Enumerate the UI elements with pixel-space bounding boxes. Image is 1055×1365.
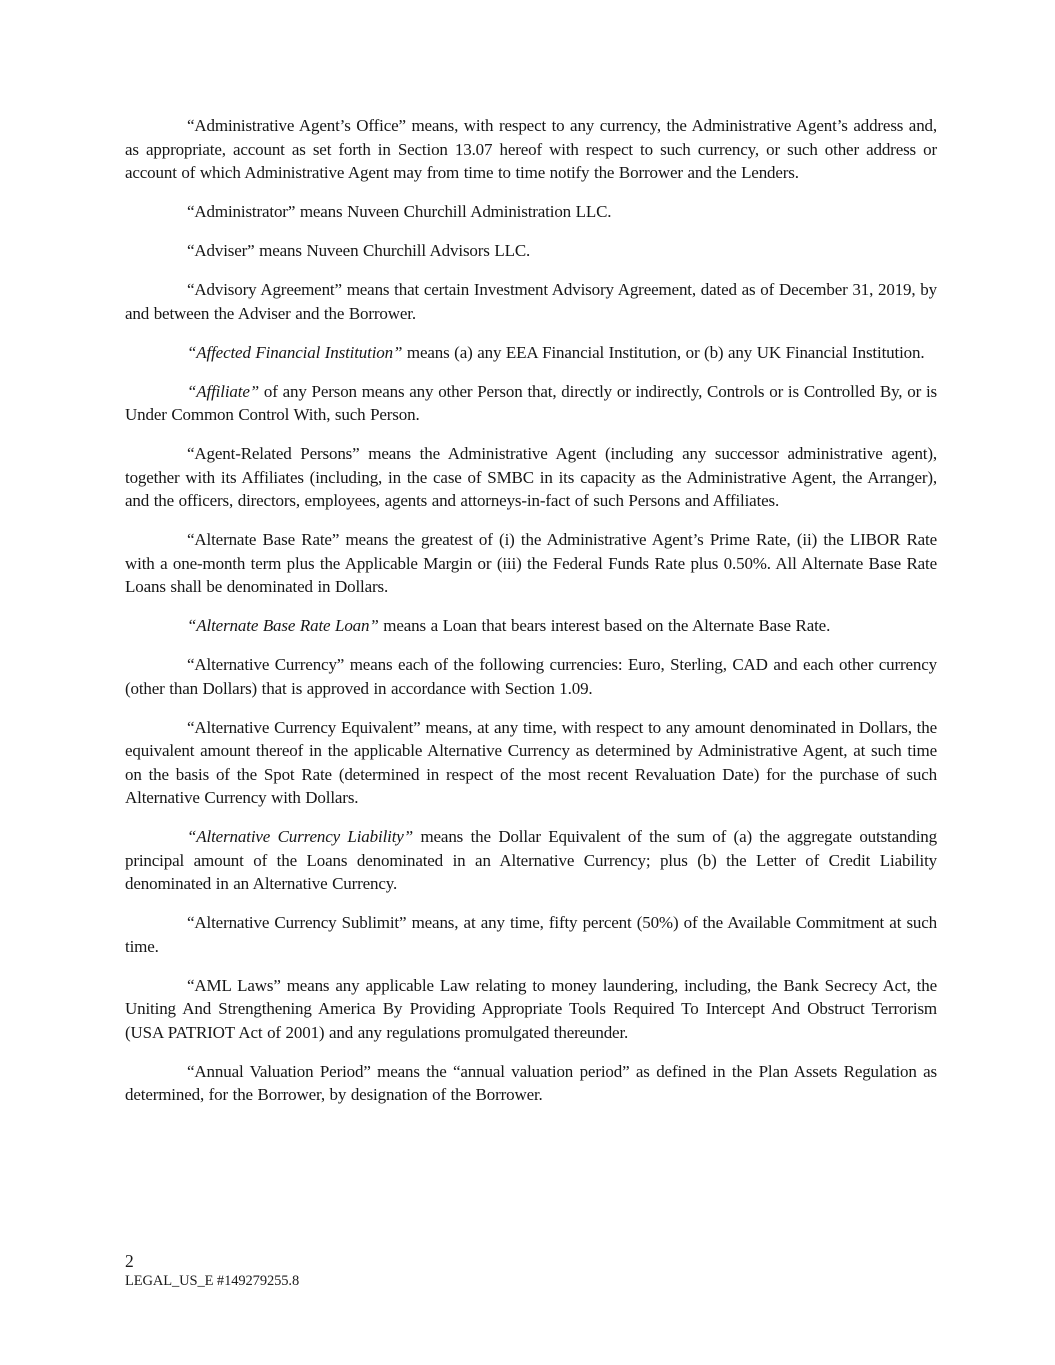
definition-body: means the Dollar Equivalent of the sum of (a) the aggregate outstanding principal amount of the Loans denominated in an Alternative Currency; plus (b) the Letter of Credit Liability denominated in an Alternative Currency. [125,827,937,893]
definition-paragraph [125,114,937,185]
defined-term: “AML Laws” [187,975,281,995]
defined-term: “Administrator” [187,202,296,221]
definition-paragraph [125,614,937,638]
definition-paragraph [125,442,937,513]
defined-term: “Alternative Currency Equivalent” [187,717,421,737]
defined-term: “Administrative Agent’s Office” [187,116,406,135]
definition-body: means, at any time, fifty percent (50%) of the Available Commitment at such time. [125,913,938,956]
definition-paragraph [125,911,937,958]
defined-term: “Alternative Currency Liability” [187,827,414,846]
definition-body: means the Administrative Agent (including any successor administrative agent), together with its Affiliates (including, in the case of SMBC in its capacity as the Administrative Agent, the Arranger), and the officers, directors, employees, agents and attorneys-in-fact of such Persons and Affiliates. [125,444,937,510]
definition-paragraph [125,278,937,325]
definition-body: means, with respect to any currency, the Administrative Agent’s address and, as appropriate, account as set forth in Section 13.07 hereof with respect to such currency, or such other address or account of which Administrative Agent may from time to time notify the Borrower and the Lenders. [125,116,938,182]
definition-paragraph [125,239,937,263]
defined-term: “Advisory Agreement” [187,280,342,299]
definitions-list [125,114,937,1122]
definition-body: means, at any time, with respect to any amount denominated in Dollars, the equivalent amount thereof in the applicable Alternative Currency as determined by Administrative Agent, at such time on the basis of the Spot Rate (determined in respect of the most recent Revaluation Date) for the purchase of such Alternative Currency with Dollars. [125,717,938,807]
defined-term: “Affiliate” [187,381,260,401]
definition-body: of any Person means any other Person that, directly or indirectly, Controls or is Controlled By, or is Under Common Control With, such Person. [125,381,937,424]
definition-body: means the “annual valuation period” as defined in the Plan Assets Regulation as determined, for the Borrower, by designation of the Borrower. [125,1061,938,1104]
defined-term: “Annual Valuation Period” [187,1061,371,1081]
definition-body: means each of the following currencies: Euro, Sterling, CAD and each other currency (other than Dollars) that is approved in accordance with Section 1.09. [125,655,937,698]
definition-paragraph [125,528,937,599]
document-reference-id: LEGAL_US_E #149279255.8 [125,1273,300,1289]
defined-term: “Alternative Currency” [187,655,345,674]
definition-paragraph [125,974,937,1045]
definition-body: means a Loan that bears interest based on the Alternate Base Rate. [378,616,831,635]
defined-term: “Affected Financial Institution” [187,342,403,362]
definition-paragraph [125,200,937,224]
definition-body: means the greatest of (i) the Administrative Agent’s Prime Rate, (ii) the LIBOR Rate with a one-month term plus the Applicable Margin or (iii) the Federal Funds Rate plus 0.50%. All Alternate Base Rate Loans shall be denominated in Dollars. [125,530,937,596]
page-footer [125,1250,937,1290]
definition-body: means that certain Investment Advisory Agreement, dated as of December 31, 2019, by and between the Adviser and the Borrower. [125,280,937,323]
definition-paragraph [125,716,937,810]
definition-paragraph [125,653,937,700]
defined-term: “Alternate Base Rate” [187,530,340,549]
page-number: 2 [125,1251,134,1271]
definition-paragraph [125,380,937,427]
definition-paragraph [125,1060,937,1107]
definition-paragraph [125,825,937,896]
definition-body: means any applicable Law relating to money laundering, including, the Bank Secrecy Act, the Uniting And Strengthening America By Providing Appropriate Tools Required To Intercept And Obstruct Terrorism (USA PATRIOT Act of 2001) and any regulations promulgated thereunder. [125,975,937,1042]
definition-paragraph [125,341,937,365]
definition-body: means (a) any EEA Financial Institution, or (b) any UK Financial Institution. [402,342,925,362]
definition-body: means Nuveen Churchill Advisors LLC. [254,241,531,260]
defined-term: “Alternative Currency Sublimit” [187,913,407,932]
defined-term: “Agent-Related Persons” [187,444,360,463]
definition-body: means Nuveen Churchill Administration LLC. [295,202,612,221]
defined-term: “Alternate Base Rate Loan” [187,616,379,635]
defined-term: “Adviser” [187,241,255,260]
